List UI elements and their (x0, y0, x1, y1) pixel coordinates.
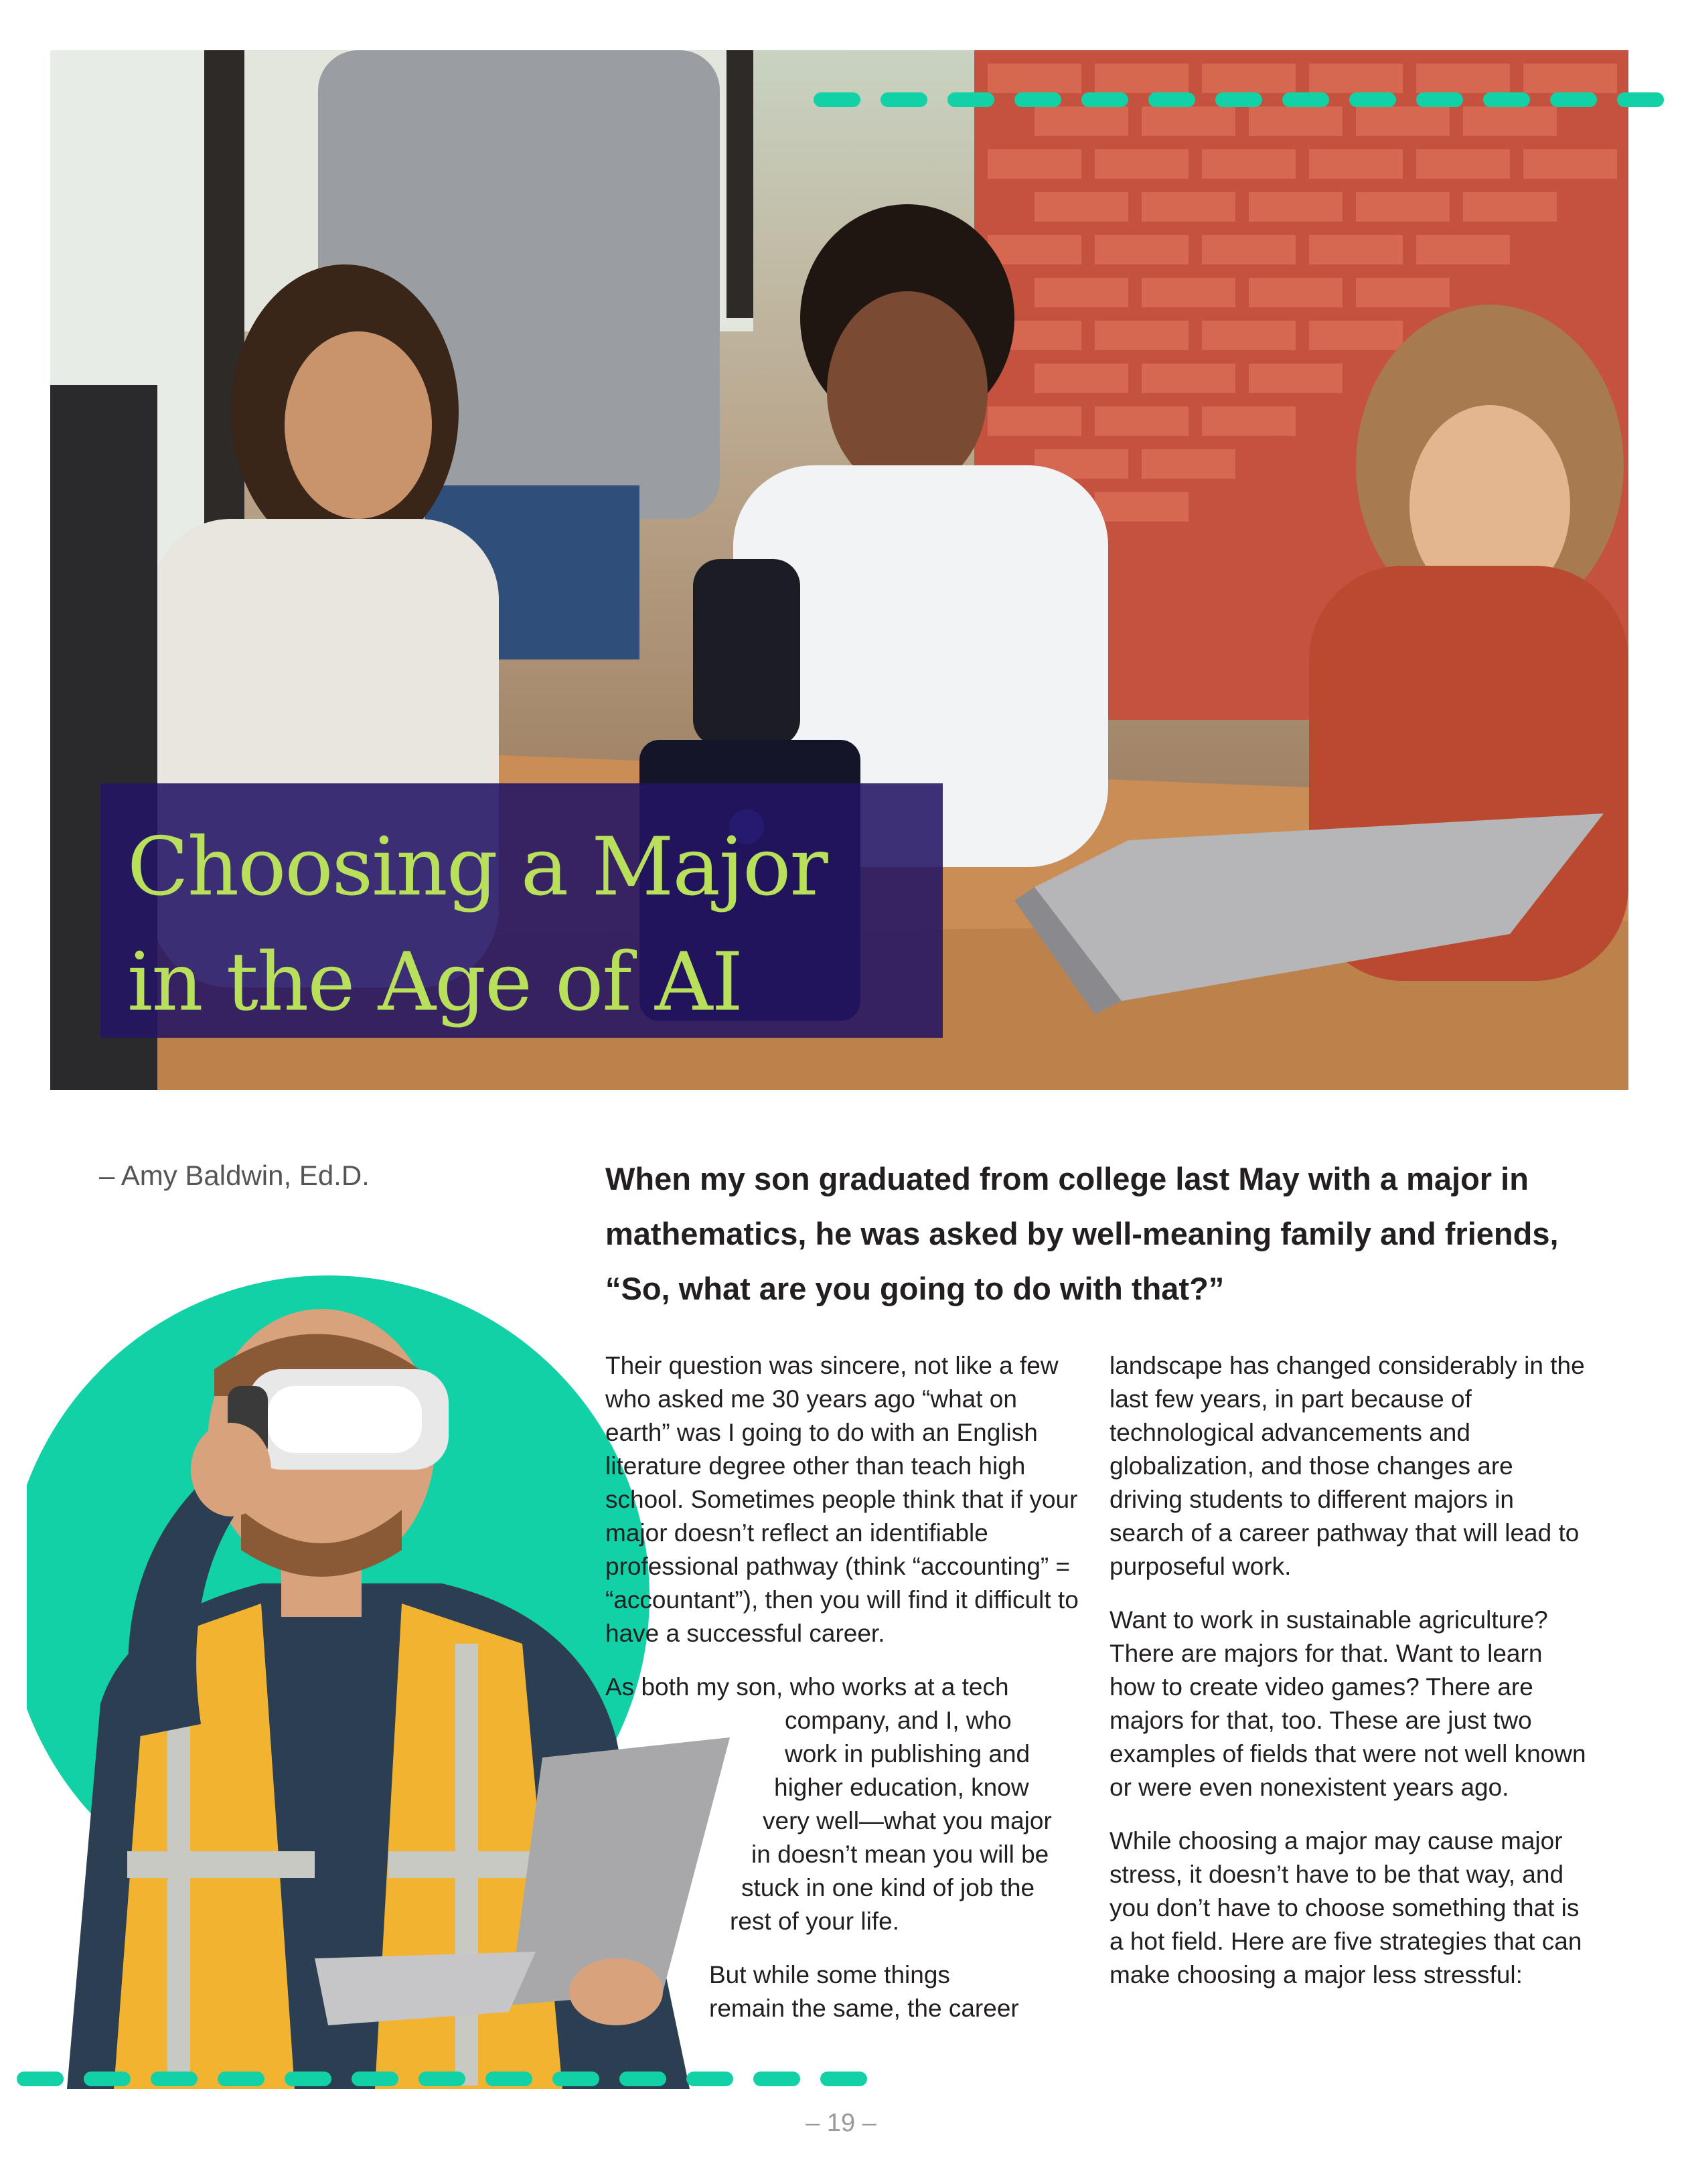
page-number: – 19 – (806, 2109, 876, 2137)
paragraph: While choosing a major may cause major stress, it doesn’t have to be that way, and you don’t have to choose something that is a hot field. Here are five strategies that can make choosing a major less stressful: (1110, 1827, 1582, 1988)
article-title-box (100, 783, 943, 1038)
paragraph: Want to work in sustainable agriculture? There are majors for that. Want to learn how to create video games? There are majors for that, too. These are just two examples of fields that were not well known or were even nonexistent years ago. (1110, 1606, 1586, 1801)
text-line: very well—what you major (763, 1807, 1052, 1835)
text-line: rest of your life. (730, 1907, 899, 1935)
text-line: As both my son, who works at a tech (605, 1673, 1009, 1701)
top-dash-decoration (814, 92, 1664, 107)
body-column-1 (605, 1349, 1087, 2045)
lead-paragraph: When my son graduated from college last May with a major in mathematics, he was asked by well-meaning family and friends, “So, what are you going to do with that?” (605, 1161, 1559, 1306)
text-line: But while some things (709, 1961, 950, 1988)
text-line: work in publishing and (785, 1740, 1030, 1768)
text-line: in doesn’t mean you will be (751, 1841, 1049, 1868)
paragraph: Their question was sincere, not like a few who asked me 30 years ago “what on earth” was I going to do with an English literature degree other than teach high school. Sometimes people think that if your major doesn’t reflect an identifiable professional pathway (think “accounting” = “accountant”), then you will find it difficult to have a successful career. (605, 1352, 1079, 1647)
text-line: higher education, know (774, 1774, 1029, 1801)
text-line: remain the same, the career (709, 1995, 1019, 2022)
body-column-2 (1110, 1349, 1592, 2012)
title-line-1: Choosing a Major (127, 821, 827, 914)
text-line: stuck in one kind of job the (741, 1874, 1035, 1901)
hero-photo (50, 50, 1628, 1090)
article-title (127, 810, 916, 1040)
text-line: company, and I, who (785, 1707, 1012, 1734)
author-byline: – Amy Baldwin, Ed.D. (99, 1160, 370, 1191)
bottom-dash-decoration (17, 2072, 867, 2086)
paragraph: landscape has changed considerably in the last few years, in part because of technological advancements and globalization, and those changes are driving students to different majors in search of a career pathway that will lead to purposeful work. (1110, 1352, 1585, 1580)
paragraph-wrapped (605, 1670, 1087, 1938)
paragraph-wrapped (605, 1958, 1087, 2025)
title-line-2: in the Age of AI (127, 936, 742, 1029)
